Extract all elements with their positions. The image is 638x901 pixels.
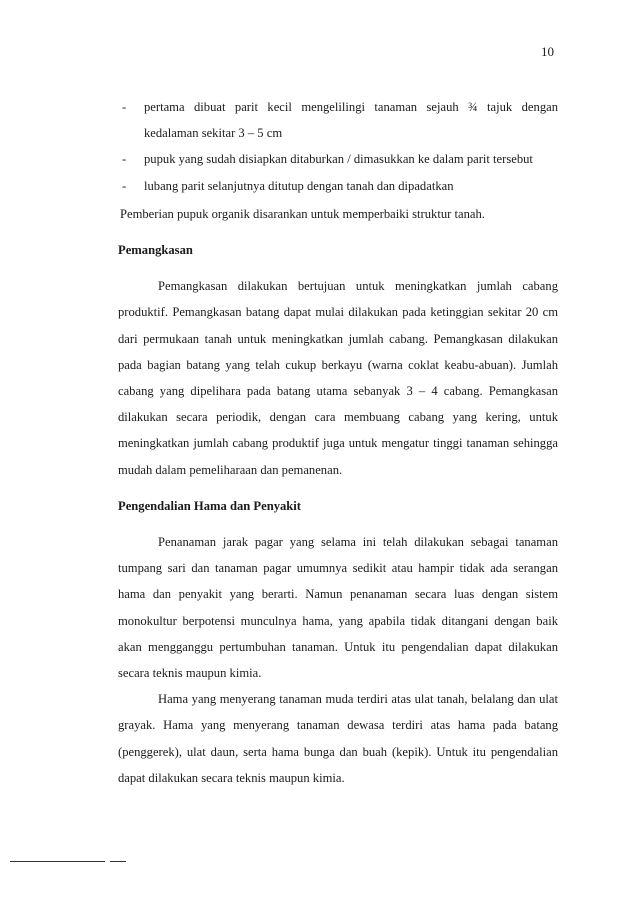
section-heading: Pengendalian Hama dan Penyakit [118, 498, 301, 513]
list-item [118, 173, 558, 199]
bullet-text: pupuk yang sudah disiapkan ditaburkan / dimasukkan ke dalam parit tersebut [144, 152, 533, 167]
section-pemangkasan [118, 237, 558, 483]
bullet-text: pertama dibuat parit kecil mengelilingi tanaman sejauh ¾ tajuk dengan kedalaman sekitar 3 – 5 cm [144, 100, 558, 141]
bullet-list [118, 94, 558, 199]
page-content [118, 94, 558, 791]
bullet-marker: - [122, 100, 127, 114]
section-pengendalian-hama [118, 493, 558, 791]
intro-note: Pemberian pupuk organik disarankan untuk memperbaiki struktur tanah. [120, 206, 485, 221]
section-heading: Pemangkasan [118, 243, 193, 258]
list-item [118, 146, 558, 172]
footer-rule [10, 861, 105, 862]
paragraph: Hama yang menyerang tanaman muda terdiri atas ulat tanah, belalang dan ulat grayak. Hama yang menyerang tanaman dewasa terdiri atas hama pada batang (penggerek), ulat daun, serta hama bunga dan buah (kepik). Untuk itu pengendalian dapat dilakukan secara teknis maupun kimia. [118, 692, 558, 785]
list-item [118, 94, 558, 146]
bullet-text: lubang parit selanjutnya ditutup dengan tanah dan dipadatkan [144, 178, 454, 193]
paragraph: Pemangkasan dilakukan bertujuan untuk meningkatkan jumlah cabang produktif. Pemangkasan batang dapat mulai dilakukan pada ketinggian sekitar 20 cm dari permukaan tanah untuk meningkatkan jumlah cabang. Pemangkasan dilakukan pada bagian batang yang telah cukup berkayu (warna coklat keabu-abuan). Jumlah cabang yang dipelihara pada batang utama sebanyak 3 – 4 cabang. Pemangkasan dilakukan secara periodik, dengan cara membuang cabang yang kering, untuk meningkatkan jumlah cabang produktif juga untuk mengatur tinggi tanaman sehingga mudah dalam pemeliharaan dan pemanenan. [118, 279, 558, 477]
bullet-marker: - [122, 152, 127, 167]
footer-rule [110, 861, 126, 862]
page-number: 10 [541, 44, 554, 59]
bullet-marker: - [122, 178, 127, 193]
paragraph: Penanaman jarak pagar yang selama ini telah dilakukan sebagai tanaman tumpang sari dan tanaman pagar umumnya sedikit atau hampir tidak ada serangan hama dan penyakit yang berarti. Namun penanaman secara luas dengan sistem monokultur berpotensi munculnya hama, yang apabila tidak ditangani dengan baik akan mengganggu pertumbuhan tanaman. Untuk itu pengendalian dapat dilakukan secara teknis maupun kimia. [118, 535, 558, 681]
